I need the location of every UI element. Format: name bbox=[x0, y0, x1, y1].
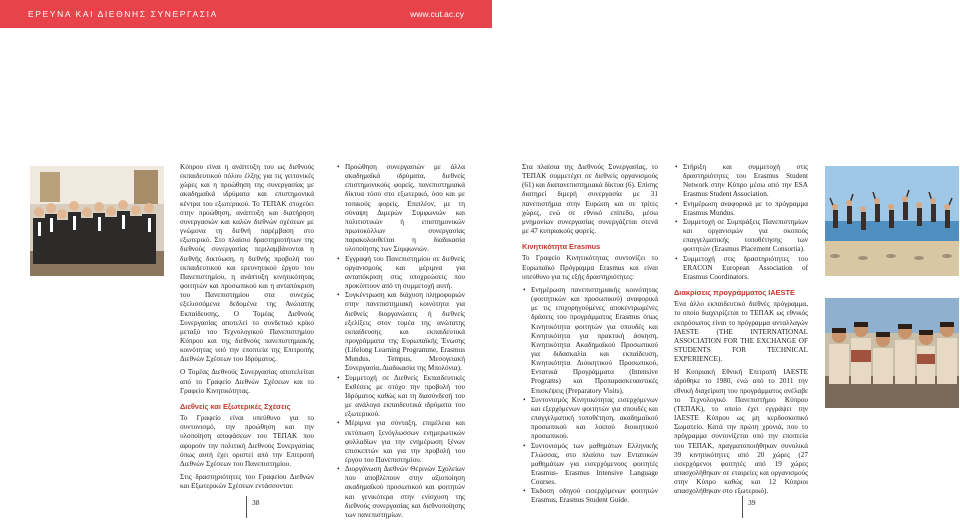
header-title: ΕΡΕΥΝΑ ΚΑΙ ΔΙΕΘΝΗΣ ΣΥΝΕΡΓΑΣΙΑ bbox=[28, 9, 218, 19]
list-item: • Στήριξη και συμμετοχή στις δραστηριότητες του Erasmus Student Network στην Κύπρο μέσω από την ESA Erasmus Student Association. bbox=[683, 163, 808, 200]
list-item: • Προώθηση συνεργασιών με άλλα ακαδημαϊκά ιδρύματα, διεθνείς επιστημονικούς φορείς, πανεπιστημιακά δίκτυα τόσο στο εξωτερικό, όσο και με τοπικούς φορείς. Επιπλέον, με τη σύναψη Διμερών Συμφωνιών και πολιτιστικών ή επιστημονικών πρωτοκόλλων συνεργασίας παρακολουθείται η διαδικασία υλοποίησης των Συμφωνιών. bbox=[345, 163, 465, 255]
group-photo bbox=[30, 166, 164, 276]
cooperation-paragraph: Στα πλαίσια της Διεθνούς Συνεργασίας, το ΤΕΠΑΚ συμμετέχει σε διεθνείς οργανισμούς (61) και διαπανεπιστημιακά δίκτυα (6). Επίσης διατηρεί διμερή συνεργασία με 31 πανεπιστήμια στην Ευρώπη και σε τρίτες χώρες, ενώ σε εθνικό επίπεδο, μέσω μνημονίων συνεργασίας συνεργάζεται στενά με 47 κυπριακούς φορείς. bbox=[522, 163, 658, 236]
header-url[interactable]: www.cut.ac.cy bbox=[410, 9, 464, 19]
list-item: • Μέριμνα για σύνταξη, επιμέλεια και εκτύπωση ξενόγλωσσων ενημερωτικών φυλλαδίων για την ενημέρωση ξένων επισκεπτών και για την προβολή του έργου του Πανεπιστημίου. bbox=[345, 419, 465, 465]
list-item: • Ενημέρωση αναφορικά με το πρόγραμμα Erasmus Mundus. bbox=[683, 200, 808, 218]
iaeste-paragraph: Ένα άλλο εκπαιδευτικό διεθνές πρόγραμμα, το οποίο διαχειρίζεται το ΤΕΠΑΚ ως εθνικός εκπρόσωπος είναι το πρόγραμμα ανταλλαγών IAESTE (THE INTERNATIONAL ASSOCIATION FOR THE EXCHANGE OF STUDENTS FOR TECHNICAL EXPERIENCE). bbox=[674, 300, 808, 364]
header-bar bbox=[0, 0, 492, 28]
page-number-rule bbox=[246, 496, 247, 518]
activities-list bbox=[336, 163, 465, 520]
list-item: • Συγκέντρωση και διάχυση πληροφοριών στην πανεπιστημιακή κοινότητα για διεθνείς διοργανώσεις ή διεθνείς εξελίξεις στον τομέα της ανώτατης εκπαίδευσης και εκπαιδευτικά προγράμματα της Ευρωπαϊκής Ένωσης (Lifelong Learning Programme, Erasmus Mundus, Tempus, Μεσογειακή Συνεργασία, Διαδικασία της Μπολόνια). bbox=[345, 291, 465, 373]
section-heading-erasmus: Κινητικότητα Erasmus bbox=[522, 242, 601, 252]
list-item: • Έκδοση οδηγού εισερχόμενων φοιτητών Erasmus, Erasmus Student Guide. bbox=[531, 487, 658, 505]
office-paragraph: Το Γραφείο είναι υπεύθυνο για το συντονισμό, την προώθηση και την υλοποίηση αποφάσεων του ΤΕΠΑΚ που αφορούν την πολιτική Διεθνούς Συνεργασίας όπως αυτή έχει οριστεί από την Επιτροπή Διεθνών Σχέσεων του Πανεπιστημίου. bbox=[180, 414, 314, 468]
left-column-2 bbox=[336, 163, 465, 520]
list-item: • Συμμετοχή στις δραστηριότητες του ERACON European Association of Erasmus Coordinators. bbox=[683, 255, 808, 282]
sector-paragraph: Ο Τομέας Διεθνούς Συνεργασίας αποτελείται από το Γραφείο Διεθνών Σχέσεων και το Γραφείο Κινητικότητας. bbox=[180, 368, 314, 395]
beach-jump-photo bbox=[825, 166, 959, 276]
list-item: • Διοργάνωση Διεθνών Θερινών Σχολείων που αποβλέπουν στην αξιοποίηση ακαδημαϊκού προσωπικού και φοιτητών και γενικότερα στην ενίσχυση της διεθνούς συνεργασίας και διεθνοποίησης των πανεπιστημίων. bbox=[345, 465, 465, 520]
page-number-left: 38 bbox=[252, 498, 260, 507]
list-item: • Εγγραφή του Πανεπιστημίου σε διεθνείς οργανισμούς και μέριμνα για ανταπόκριση στις υποχρεώσεις που προκύπτουν από τη συμμετοχή αυτή. bbox=[345, 255, 465, 292]
right-column-1 bbox=[522, 163, 658, 506]
list-item: • Συμμετοχή σε Διεθνείς Εκπαιδευτικές Εκθέσεις με στόχο την προβολή του Ιδρύματος καθώς και τη διασύνδεσή του με ανάλογα εκπαιδευτικά ιδρύματα του εξωτερικού. bbox=[345, 374, 465, 420]
activities-intro: Στις δραστηριότητες του Γραφείου Διεθνών και Εξωτερικών Σχέσεων εντάσσονται: bbox=[180, 473, 314, 491]
list-item: • Συμμετοχή σε Συμπράξεις Πανεπιστημίων και οργανισμών για σκοπούς επαγγελματικής τοποθέτησης των φοιτητών (Erasmus Placement Consortia). bbox=[683, 218, 808, 255]
right-column-2 bbox=[674, 163, 808, 500]
students-photo bbox=[825, 298, 959, 408]
list-item: • Ενημέρωση πανεπιστημιακής κοινότητας (φοιτητικών και προσωπικού) αναφορικά με τις επιχορηγούμενες αποκεντρωμένες δράσεις του προγράμματος Erasmus όπως Κινητικότητα φοιτητών για σπουδές και Κινητικότητα για πρακτική άσκηση, Κινητικότητα Ακαδημαϊκού Προσωπικού για διδασκαλία και εκπαίδευση, Κινητικότητα Διοικητικού Προσωπικού, Εντατικά Προγράμματα (Intensive Programs) και Προπαρασκευαστικές Επισκέψεις (Preparatory Visits). bbox=[531, 286, 658, 396]
page-number-right: 39 bbox=[748, 498, 756, 507]
left-column-1 bbox=[180, 163, 314, 495]
section-heading-iaeste: Διακρίσεις προγράμματος IAESTE bbox=[674, 288, 795, 298]
page-number-rule-right bbox=[742, 496, 743, 518]
mobility-paragraph: Το Γραφείο Κινητικότητας συντονίζει το Ευρωπαϊκό Πρόγραμμα Erasmus και είναι υπεύθυνο για τις εξής δραστηριότητες: bbox=[522, 254, 658, 281]
erasmus-list bbox=[522, 286, 658, 506]
intro-paragraph: Κύπρου είναι η ανάπτυξη του ως διεθνούς εκπαιδευτικού πόλου έλξης για τις γειτονικές χώρες και η προώθηση της συνεργασίας με ακαδημαϊκά ιδρύματα και επιστημονικά κέντρα του εξωτερικού. Το ΤΕΠΑΚ στοχεύει στην προώθηση, ανάπτυξη και διατήρηση συνεργασιών και καλών διεθνών σχέσεων με γνώμονα τη διεθνή παρέμβαση στο εξωτερικό. Στο πλαίσιο δραστηριοτήτων της διεθνούς συνεργασίας περιλαμβάνονται η διεθνής δικτύωση, η διεθνής προβολή του εκπαιδευτικού και ερευνητικού έργου του Πανεπιστημίου, η ανάπτυξη κινητικότητας φοιτητών και προσωπικού και η ανταπόκριση του Πανεπιστημίου στα συνεχώς εξελισσόμενα δεδομένα της Ανώτατης Εκπαίδευσης. Ο Τομέας Διεθνούς Συνεργασίας αποτελεί το συνδετικό κρίκο μεταξύ του Τεχνολογικού Πανεπιστημίου Κύπρου και της διεθνούς πανεπιστημιακής κοινότητας υπό την εποπτεία της Επιτροπής Διεθνών Σχέσεων του Ιδρύματος. bbox=[180, 163, 314, 364]
section-heading-international-relations: Διεθνείς και Εξωτερικές Σχέσεις bbox=[180, 401, 291, 411]
list-item: • Συντονισμός των μαθημάτων Ελληνικής Γλώσσας, στο πλαίσιο των Εντατικών μαθημάτων για εισερχόμενους φοιτητές Erasmus- Erasmus Intensive Language Courses. bbox=[531, 442, 658, 488]
erasmus-list-continued bbox=[674, 163, 808, 282]
list-item: • Συντονισμός Κινητικότητας εισερχόμενων και εξερχόμενων φοιτητών για σπουδές και επαγγελματική τοποθέτηση, ακαδημαϊκού προσωπικού και λοιπού διοικητικού προσωπικού. bbox=[531, 396, 658, 442]
iaeste-history-paragraph: Η Κυπριακή Εθνική Επιτροπή IAESTE ιδρύθηκε το 1980, ενώ από το 2011 την εθνική διαχείριση του προγράμματος ανέλαβε το Τεχνολογικό Πανεπιστήμιο Κύπρου (ΤΕΠΑΚ), το οποίο έχει εγγράψει την IAESTE Κύπρου ως μη κερδοσκοπικό Σωματείο. Κατά την πρώτη χρονιά, που το πρόγραμμα συντονίζεται υπό την εποπτεία του ΤΕΠΑΚ, πραγματοποιήθηκαν συνολικά 39 κινητικότητες από 20 χώρες (27 εισερχόμενοι φοιτητές από 19 χώρες απασχολήθηκαν σε εταιρείες και οργανισμούς στην Κύπρο καθώς και 12 Κύπριοι απασχολήθηκαν στο εξωτερικό). bbox=[674, 368, 808, 496]
